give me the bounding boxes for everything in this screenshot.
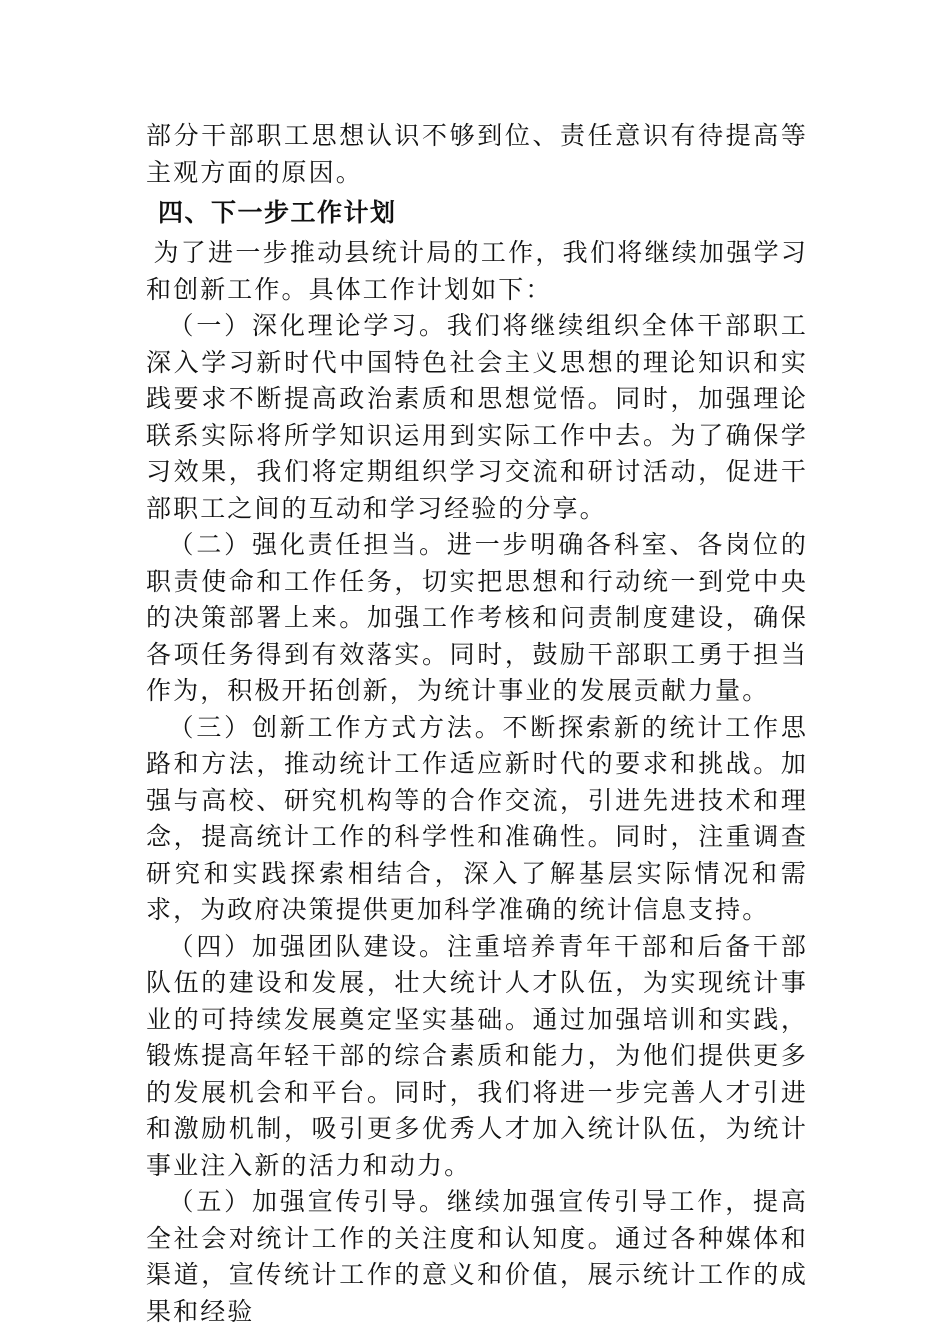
paragraph-item-2: （二）强化责任担当。进一步明确各科室、各岗位的职责使命和工作任务，切实把思想和行动统一到党中央的决策部署上来。加强工作考核和问责制度建设，确保各项任务得到有效落实。同时，鼓励干部职工勇于担当作为，积极开拓创新，为统计事业的发展贡献力量。 bbox=[146, 530, 808, 705]
paragraph-intro: 为了进一步推动县统计局的工作，我们将继续加强学习和创新工作。具体工作计划如下： bbox=[146, 238, 808, 304]
section-heading: 四、下一步工作计划 bbox=[158, 198, 397, 227]
paragraph-item-5: （五）加强宣传引导。继续加强宣传引导工作，提高全社会对统计工作的关注度和认知度。通过各种媒体和渠道，宣传统计工作的意义和价值，展示统计工作的成果和经验 bbox=[146, 1187, 808, 1326]
paragraph-continuation: 部分干部职工思想认识不够到位、责任意识有待提高等主观方面的原因。 bbox=[146, 121, 808, 187]
paragraph-item-4: （四）加强团队建设。注重培养青年干部和后备干部队伍的建设和发展，壮大统计人才队伍，为实现统计事业的可持续发展奠定坚实基础。通过加强培训和实践，锻炼提高年轻干部的综合素质和能力，为他们提供更多的发展机会和平台。同时，我们将进一步完善人才引进和激励机制，吸引更多优秀人才加入统计队伍，为统计事业注入新的活力和动力。 bbox=[146, 931, 808, 1180]
document-body bbox=[146, 118, 808, 1330]
paragraph-item-3: （三）创新工作方式方法。不断探索新的统计工作思路和方法，推动统计工作适应新时代的要求和挑战。加强与高校、研究机构等的合作交流，引进先进技术和理念，提高统计工作的科学性和准确性。同时，注重调查研究和实践探索相结合，深入了解基层实际情况和需求，为政府决策提供更加科学准确的统计信息支持。 bbox=[146, 712, 808, 924]
paragraph-item-1: （一）深化理论学习。我们将继续组织全体干部职工深入学习新时代中国特色社会主义思想的理论知识和实践要求不断提高政治素质和思想觉悟。同时，加强理论联系实际将所学知识运用到实际工作中去。为了确保学习效果，我们将定期组织学习交流和研讨活动，促进干部职工之间的互动和学习经验的分享。 bbox=[146, 311, 808, 523]
